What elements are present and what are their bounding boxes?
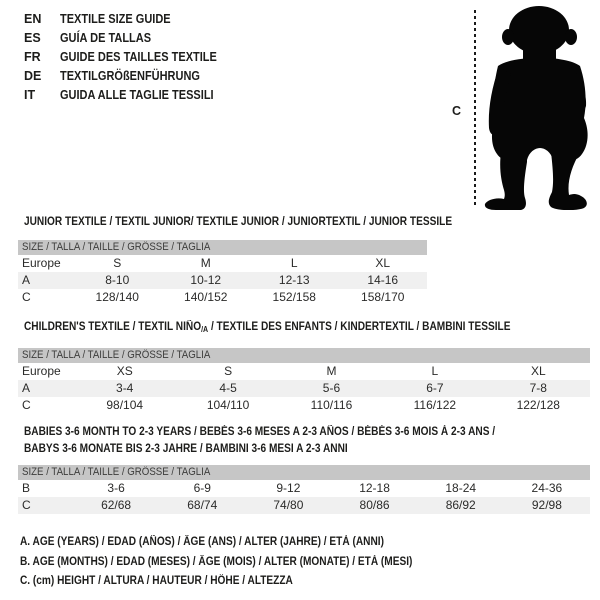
table-cell: 3-6 xyxy=(107,481,125,495)
table-cell: 140/152 xyxy=(184,290,228,304)
table-cell: L xyxy=(431,364,439,378)
table-cell: 3-4 xyxy=(73,380,176,397)
table-row xyxy=(18,255,427,272)
row-label: Europe xyxy=(22,256,61,270)
table-cell: 4-5 xyxy=(176,380,279,397)
row-label: B xyxy=(22,481,31,495)
table-cell: 98/104 xyxy=(106,398,144,412)
row-label: C xyxy=(22,290,31,304)
table-row xyxy=(18,497,590,514)
row-label: A xyxy=(18,380,73,397)
children-section-title: CHILDREN'S TEXTILE / TEXTIL NIÑO/A / TEXTILE DES ENFANTS / KINDERTEXTIL / BAMBINI TESSILE xyxy=(24,321,511,334)
table-cell: 92/98 xyxy=(504,497,590,514)
baby-silhouette-icon xyxy=(483,4,597,210)
row-label: C xyxy=(22,398,31,412)
table-cell: 74/80 xyxy=(245,497,331,514)
guide-title-fr: GUIDE DES TAILLES TEXTILE xyxy=(60,49,217,64)
table-cell: 158/170 xyxy=(361,290,405,304)
footnote-b: B. AGE (MONTHS) / EDAD (MESES) / ÂGE (MOIS) / ALTER (MONATE) / ETÀ (MESI) xyxy=(20,555,413,568)
language-code: IT xyxy=(24,87,36,102)
table-cell: 68/74 xyxy=(159,497,245,514)
height-measure-line xyxy=(474,10,476,207)
guide-title-de: TEXTILGRÖßENFÜHRUNG xyxy=(60,68,200,83)
size-band-row: SIZE / TALLA / TAILLE / GRÖSSE / TAGLIA xyxy=(18,465,590,480)
table-cell: 122/128 xyxy=(516,398,560,412)
table-cell: L xyxy=(290,256,298,270)
table-cell: S xyxy=(113,256,122,270)
table-cell: 110/116 xyxy=(310,398,353,412)
size-band-row: SIZE / TALLA / TAILLE / GRÖSSE / TAGLIA xyxy=(18,240,427,255)
footnote-a: A. AGE (YEARS) / EDAD (AÑOS) / ÂGE (ANS) / ALTER (JAHRE) / ETÀ (ANNI) xyxy=(20,536,384,548)
table-cell: 24-36 xyxy=(531,481,563,495)
table-cell: 6-7 xyxy=(383,380,486,397)
language-code: DE xyxy=(24,68,42,83)
table-cell: XL xyxy=(375,256,391,270)
table-row xyxy=(18,289,427,306)
guide-title-it: GUIDA ALLE TAGLIE TESSILI xyxy=(60,87,214,102)
language-code: ES xyxy=(24,30,41,45)
table-cell: 86/92 xyxy=(418,497,504,514)
babies-section-title: BABIES 3-6 MONTH TO 2-3 YEARS / BEBÉS 3-6 MESES A 2-3 AÑOS / BÉBÉS 3-6 MOIS À 2-3 ANS / BABYS 3-6 MONATE BIS 2-3 JAHRE / BAMBINI 3-6 MESI A 2-3 ANNI xyxy=(24,426,496,455)
language-row xyxy=(24,28,238,47)
table-cell: 104/110 xyxy=(206,398,250,412)
table-cell: 12-13 xyxy=(250,272,339,289)
table-cell: 62/68 xyxy=(73,497,159,514)
table-cell: M xyxy=(326,364,337,378)
language-list xyxy=(24,9,238,104)
row-label: Europe xyxy=(22,364,61,378)
table-cell: 116/122 xyxy=(413,398,457,412)
guide-title-en: TEXTILE SIZE GUIDE xyxy=(60,11,171,26)
table-row xyxy=(18,380,590,397)
language-code: FR xyxy=(24,49,41,64)
table-cell: XS xyxy=(116,364,133,378)
children-size-table xyxy=(18,348,590,414)
table-cell: 80/86 xyxy=(331,497,417,514)
table-cell: 7-8 xyxy=(487,380,590,397)
table-cell: 9-12 xyxy=(276,481,301,495)
footnote-c: C. (cm) HEIGHT / ALTURA / HAUTEUR / HÖHE / ALTEZZA xyxy=(20,575,293,587)
language-row xyxy=(24,66,238,85)
table-cell: 152/158 xyxy=(272,290,316,304)
table-cell: 14-16 xyxy=(339,272,428,289)
table-cell: 128/140 xyxy=(95,290,139,304)
junior-size-table xyxy=(18,240,427,306)
table-row xyxy=(18,480,590,497)
table-cell: 6-9 xyxy=(193,481,211,495)
language-row xyxy=(24,9,238,28)
guide-title-es: GUÍA DE TALLAS xyxy=(60,30,152,45)
table-cell: 18-24 xyxy=(445,481,477,495)
table-cell: 8-10 xyxy=(73,272,162,289)
language-code: EN xyxy=(24,11,42,26)
language-row xyxy=(24,85,238,104)
size-band-row: SIZE / TALLA / TAILLE / GRÖSSE / TAGLIA xyxy=(18,348,590,363)
row-label: C xyxy=(18,497,73,514)
table-row xyxy=(18,272,427,289)
footnote-legend xyxy=(20,533,466,592)
table-cell: 5-6 xyxy=(280,380,383,397)
table-cell: S xyxy=(224,364,233,378)
subscript-a: /A xyxy=(201,325,209,334)
table-cell: XL xyxy=(530,364,546,378)
row-label: A xyxy=(18,272,73,289)
babies-size-table xyxy=(18,465,590,514)
table-row xyxy=(18,363,590,380)
table-cell: 12-18 xyxy=(359,481,390,495)
language-row xyxy=(24,47,238,66)
table-cell: 10-12 xyxy=(162,272,251,289)
height-measure-label: C xyxy=(452,104,462,118)
table-cell: M xyxy=(200,256,211,270)
table-row xyxy=(18,397,590,414)
junior-section-title: JUNIOR TEXTILE / TEXTIL JUNIOR/ TEXTILE JUNIOR / JUNIORTEXTIL / JUNIOR TESSILE xyxy=(24,216,453,228)
